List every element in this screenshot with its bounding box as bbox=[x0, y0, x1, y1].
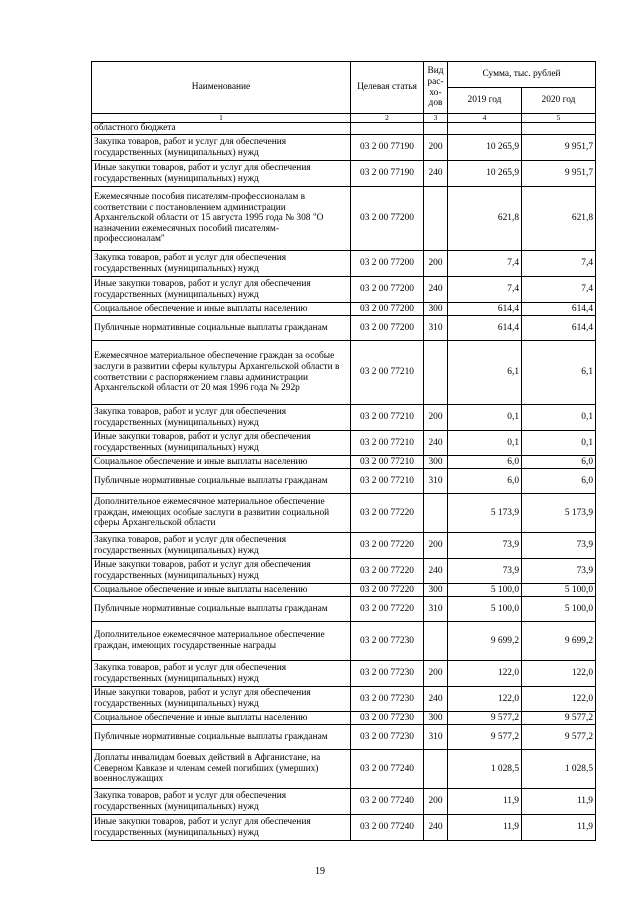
table-row bbox=[92, 161, 596, 187]
row-name: Социальное обеспечение и иные выплаты населению bbox=[92, 456, 351, 469]
row-target-code: 03 2 00 77240 bbox=[351, 750, 424, 789]
row-sum-2020: 1 028,5 bbox=[522, 750, 596, 789]
row-target-code: 03 2 00 77240 bbox=[351, 815, 424, 841]
row-target-code: 03 2 00 77220 bbox=[351, 494, 424, 533]
row-sum-2019: 10 265,9 bbox=[448, 135, 522, 161]
row-expense-type: 240 bbox=[424, 687, 448, 712]
row-name: Социальное обеспечение и иные выплаты населению bbox=[92, 712, 351, 725]
row-expense-type: 240 bbox=[424, 431, 448, 456]
row-target-code: 03 2 00 77210 bbox=[351, 405, 424, 431]
row-target-code: 03 2 00 77190 bbox=[351, 135, 424, 161]
row-expense-type: 310 bbox=[424, 597, 448, 622]
row-target-code: 03 2 00 77200 bbox=[351, 277, 424, 303]
row-sum-2020: 11,9 bbox=[522, 815, 596, 841]
header-expense-line: рас- bbox=[427, 76, 444, 87]
page-number: 19 bbox=[315, 866, 325, 877]
row-name: Дополнительное ежемесячное материальное обеспечение граждан, имеющих особые заслуги в развитии социальной сферы Архангельской области bbox=[92, 494, 351, 533]
table-row bbox=[92, 712, 596, 725]
table-row bbox=[92, 123, 596, 135]
row-name: Доплаты инвалидам боевых действий в Афганистане, на Северном Кавказе и членам семей погибших (умерших) военнослужащих bbox=[92, 750, 351, 789]
column-number: 1 bbox=[92, 114, 351, 123]
row-sum-2019: 122,0 bbox=[448, 661, 522, 687]
row-name: Публичные нормативные социальные выплаты гражданам bbox=[92, 725, 351, 750]
row-sum-2019: 122,0 bbox=[448, 687, 522, 712]
row-target-code: 03 2 00 77210 bbox=[351, 469, 424, 494]
table-row bbox=[92, 533, 596, 559]
row-target-code: 03 2 00 77220 bbox=[351, 584, 424, 597]
row-sum-2020: 73,9 bbox=[522, 533, 596, 559]
table-row bbox=[92, 135, 596, 161]
row-sum-2019: 10 265,9 bbox=[448, 161, 522, 187]
row-target-code: 03 2 00 77220 bbox=[351, 533, 424, 559]
row-sum-2019: 11,9 bbox=[448, 789, 522, 815]
row-name: Иные закупки товаров, работ и услуг для обеспечения государственных (муниципальных) нужд bbox=[92, 431, 351, 456]
row-expense-type: 300 bbox=[424, 584, 448, 597]
column-number: 2 bbox=[351, 114, 424, 123]
row-sum-2020: 9 577,2 bbox=[522, 725, 596, 750]
table-row bbox=[92, 456, 596, 469]
column-number: 5 bbox=[522, 114, 596, 123]
row-sum-2020: 6,1 bbox=[522, 341, 596, 405]
row-name: Иные закупки товаров, работ и услуг для обеспечения государственных (муниципальных) нужд bbox=[92, 277, 351, 303]
row-expense-type: 200 bbox=[424, 405, 448, 431]
row-expense-type bbox=[424, 187, 448, 251]
row-expense-type: 310 bbox=[424, 725, 448, 750]
row-sum-2019: 6,0 bbox=[448, 469, 522, 494]
table-row bbox=[92, 341, 596, 405]
row-sum-2020: 5 173,9 bbox=[522, 494, 596, 533]
row-name: Социальное обеспечение и иные выплаты населению bbox=[92, 303, 351, 316]
row-expense-type: 240 bbox=[424, 559, 448, 584]
row-name: Ежемесячное материальное обеспечение граждан за особые заслуги в развитии сферы культуры Архангельской области в соответствии с распоряжением главы администрации Архангельской области от 20 мая 1996 года № 292р bbox=[92, 341, 351, 405]
row-sum-2019: 6,0 bbox=[448, 456, 522, 469]
row-sum-2019: 73,9 bbox=[448, 533, 522, 559]
row-sum-2019: 614,4 bbox=[448, 316, 522, 341]
table-row bbox=[92, 597, 596, 622]
table-row bbox=[92, 494, 596, 533]
table-row bbox=[92, 661, 596, 687]
row-name: Публичные нормативные социальные выплаты гражданам bbox=[92, 469, 351, 494]
row-target-code: 03 2 00 77200 bbox=[351, 187, 424, 251]
header-code: Целевая статья bbox=[351, 62, 424, 114]
row-target-code: 03 2 00 77190 bbox=[351, 161, 424, 187]
row-expense-type: 240 bbox=[424, 277, 448, 303]
row-sum-2020: 9 699,2 bbox=[522, 622, 596, 661]
row-expense-type: 200 bbox=[424, 251, 448, 277]
table-row bbox=[92, 789, 596, 815]
row-sum-2019: 0,1 bbox=[448, 405, 522, 431]
table-row bbox=[92, 725, 596, 750]
row-name: Закупка товаров, работ и услуг для обеспечения государственных (муниципальных) нужд bbox=[92, 661, 351, 687]
header-expense-line: Вид bbox=[427, 66, 444, 77]
table-row bbox=[92, 815, 596, 841]
row-name: Закупка товаров, работ и услуг для обеспечения государственных (муниципальных) нужд bbox=[92, 533, 351, 559]
row-sum-2019: 11,9 bbox=[448, 815, 522, 841]
table-row bbox=[92, 469, 596, 494]
row-sum-2019: 73,9 bbox=[448, 559, 522, 584]
row-expense-type bbox=[424, 341, 448, 405]
row-sum-2019: 5 100,0 bbox=[448, 597, 522, 622]
row-expense-type: 200 bbox=[424, 661, 448, 687]
budget-table bbox=[91, 61, 596, 841]
row-sum-2020: 7,4 bbox=[522, 277, 596, 303]
row-expense-type: 200 bbox=[424, 533, 448, 559]
row-name: Иные закупки товаров, работ и услуг для обеспечения государственных (муниципальных) нужд bbox=[92, 161, 351, 187]
row-sum-2019: 9 577,2 bbox=[448, 712, 522, 725]
row-sum-2020: 73,9 bbox=[522, 559, 596, 584]
row-target-code: 03 2 00 77220 bbox=[351, 559, 424, 584]
row-name: Дополнительное ежемесячное материальное обеспечение граждан, имеющих государственные награды bbox=[92, 622, 351, 661]
row-name: Закупка товаров, работ и услуг для обеспечения государственных (муниципальных) нужд bbox=[92, 405, 351, 431]
header-year-2020: 2020 год bbox=[522, 88, 596, 114]
row-name: Публичные нормативные социальные выплаты гражданам bbox=[92, 597, 351, 622]
row-sum-2019: 621,8 bbox=[448, 187, 522, 251]
row-expense-type: 200 bbox=[424, 135, 448, 161]
row-sum-2020: 621,8 bbox=[522, 187, 596, 251]
row-sum-2019: 614,4 bbox=[448, 303, 522, 316]
table-row bbox=[92, 303, 596, 316]
row-expense-type: 310 bbox=[424, 469, 448, 494]
row-name: Публичные нормативные социальные выплаты гражданам bbox=[92, 316, 351, 341]
row-target-code: 03 2 00 77230 bbox=[351, 687, 424, 712]
row-target-code: 03 2 00 77220 bbox=[351, 597, 424, 622]
row-sum-2019: 9 699,2 bbox=[448, 622, 522, 661]
row-target-code: 03 2 00 77230 bbox=[351, 661, 424, 687]
row-expense-type: 300 bbox=[424, 456, 448, 469]
row-expense-type bbox=[424, 494, 448, 533]
row-sum-2020: 0,1 bbox=[522, 405, 596, 431]
row-sum-2020: 9 577,2 bbox=[522, 712, 596, 725]
row-expense-type: 310 bbox=[424, 316, 448, 341]
table-row bbox=[92, 431, 596, 456]
row-expense-type: 200 bbox=[424, 789, 448, 815]
row-name: Иные закупки товаров, работ и услуг для обеспечения государственных (муниципальных) нужд bbox=[92, 559, 351, 584]
row-sum-2020: 0,1 bbox=[522, 431, 596, 456]
row-name: Закупка товаров, работ и услуг для обеспечения государственных (муниципальных) нужд bbox=[92, 135, 351, 161]
header-expense-type bbox=[424, 62, 448, 114]
row-target-code: 03 2 00 77230 bbox=[351, 712, 424, 725]
row-sum-2020 bbox=[522, 123, 596, 135]
table-row bbox=[92, 251, 596, 277]
header-sum: Сумма, тыс. рублей bbox=[448, 62, 596, 88]
row-expense-type: 240 bbox=[424, 161, 448, 187]
table-row bbox=[92, 405, 596, 431]
row-expense-type: 300 bbox=[424, 303, 448, 316]
row-expense-type: 300 bbox=[424, 712, 448, 725]
row-expense-type bbox=[424, 622, 448, 661]
table-row bbox=[92, 277, 596, 303]
row-sum-2020: 614,4 bbox=[522, 316, 596, 341]
row-target-code: 03 2 00 77200 bbox=[351, 251, 424, 277]
row-sum-2020: 5 100,0 bbox=[522, 584, 596, 597]
row-sum-2019: 1 028,5 bbox=[448, 750, 522, 789]
row-target-code: 03 2 00 77210 bbox=[351, 431, 424, 456]
table-row bbox=[92, 750, 596, 789]
row-name: Иные закупки товаров, работ и услуг для обеспечения государственных (муниципальных) нужд bbox=[92, 687, 351, 712]
header-expense-line: хо- bbox=[429, 87, 442, 98]
row-target-code: 03 2 00 77230 bbox=[351, 725, 424, 750]
row-sum-2019: 9 577,2 bbox=[448, 725, 522, 750]
row-sum-2019: 6,1 bbox=[448, 341, 522, 405]
table-row bbox=[92, 187, 596, 251]
row-sum-2019: 5 100,0 bbox=[448, 584, 522, 597]
row-name: Иные закупки товаров, работ и услуг для обеспечения государственных (муниципальных) нужд bbox=[92, 815, 351, 841]
row-name: областного бюджета bbox=[92, 123, 351, 135]
row-sum-2019: 7,4 bbox=[448, 277, 522, 303]
column-number: 4 bbox=[448, 114, 522, 123]
row-name: Ежемесячные пособия писателям-профессионалам в соответствии с постановлением администрации Архангельской области от 15 августа 1995 года № 308 "О назначении ежемесячных пособий писателям-профессионалам" bbox=[92, 187, 351, 251]
column-number: 3 bbox=[424, 114, 448, 123]
row-expense-type bbox=[424, 750, 448, 789]
row-sum-2020: 122,0 bbox=[522, 687, 596, 712]
row-target-code: 03 2 00 77200 bbox=[351, 303, 424, 316]
row-sum-2019: 0,1 bbox=[448, 431, 522, 456]
row-sum-2020: 6,0 bbox=[522, 469, 596, 494]
table-row bbox=[92, 622, 596, 661]
header-name: Наименование bbox=[92, 62, 351, 114]
row-target-code: 03 2 00 77210 bbox=[351, 341, 424, 405]
row-sum-2020: 5 100,0 bbox=[522, 597, 596, 622]
table-row bbox=[92, 584, 596, 597]
row-sum-2020: 6,0 bbox=[522, 456, 596, 469]
row-sum-2020: 9 951,7 bbox=[522, 135, 596, 161]
row-target-code: 03 2 00 77230 bbox=[351, 622, 424, 661]
row-sum-2019 bbox=[448, 123, 522, 135]
row-name: Закупка товаров, работ и услуг для обеспечения государственных (муниципальных) нужд bbox=[92, 789, 351, 815]
row-name: Закупка товаров, работ и услуг для обеспечения государственных (муниципальных) нужд bbox=[92, 251, 351, 277]
row-sum-2020: 7,4 bbox=[522, 251, 596, 277]
row-target-code: 03 2 00 77210 bbox=[351, 456, 424, 469]
row-target-code bbox=[351, 123, 424, 135]
row-name: Социальное обеспечение и иные выплаты населению bbox=[92, 584, 351, 597]
row-expense-type bbox=[424, 123, 448, 135]
row-sum-2019: 7,4 bbox=[448, 251, 522, 277]
row-sum-2019: 5 173,9 bbox=[448, 494, 522, 533]
row-sum-2020: 122,0 bbox=[522, 661, 596, 687]
table-row bbox=[92, 559, 596, 584]
table-row bbox=[92, 316, 596, 341]
row-sum-2020: 9 951,7 bbox=[522, 161, 596, 187]
table-row bbox=[92, 687, 596, 712]
header-year-2019: 2019 год bbox=[448, 88, 522, 114]
row-target-code: 03 2 00 77240 bbox=[351, 789, 424, 815]
row-sum-2020: 614,4 bbox=[522, 303, 596, 316]
row-expense-type: 240 bbox=[424, 815, 448, 841]
row-sum-2020: 11,9 bbox=[522, 789, 596, 815]
header-expense-line: дов bbox=[428, 98, 443, 109]
row-target-code: 03 2 00 77200 bbox=[351, 316, 424, 341]
table-body bbox=[92, 123, 596, 841]
